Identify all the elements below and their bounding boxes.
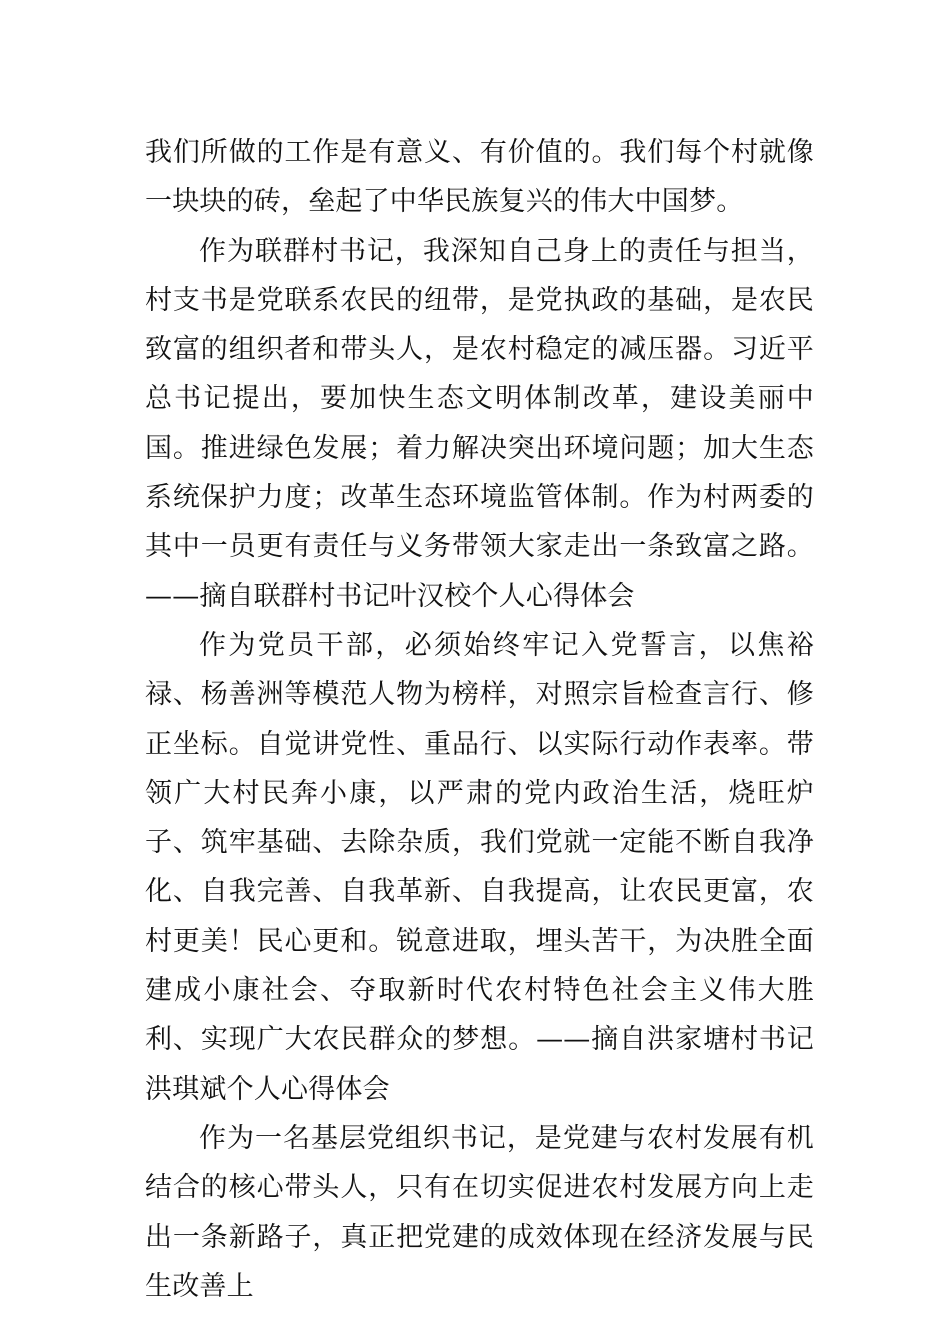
paragraph-3: 作为党员干部，必须始终牢记入党誓言，以焦裕禄、杨善洲等模范人物为榜样，对照宗旨检查言行、修正坐标。自觉讲党性、重品行、以实际行动作表率。带领广大村民奔小康，以严肃的党内政治生活，烧旺炉子、筑牢基础、去除杂质，我们党就一定能不断自我净化、自我完善、自我革新、自我提高，让农民更富，农村更美！民心更和。锐意进取，埋头苦干，为决胜全面建成小康社会、夺取新时代农村特色社会主义伟大胜利、实现广大农民群众的梦想。——摘自洪家塘村书记洪琪斌个人心得体会 bbox=[145, 629, 814, 1105]
paragraph-2: 作为联群村书记，我深知自己身上的责任与担当，村支书是党联系农民的纽带，是党执政的基础，是农民致富的组织者和带头人，是农村稳定的减压器。习近平总书记提出，要加快生态文明体制改革，建设美丽中国。推进绿色发展；着力解决突出环境问题；加大生态系统保护力度；改革生态环境监管体制。作为村两委的其中一员更有责任与义务带领大家走出一条致富之路。——摘自联群村书记叶汉校个人心得体会 bbox=[145, 235, 814, 612]
paragraph-1: 我们所做的工作是有意义、有价值的。我们每个村就像一块块的砖，垒起了中华民族复兴的伟大中国梦。 bbox=[145, 137, 814, 218]
paragraph-4: 作为一名基层党组织书记，是党建与农村发展有机结合的核心带头人，只有在切实促进农村发展方向上走出一条新路子，真正把党建的成效体现在经济发展与民生改善上 bbox=[145, 1122, 814, 1302]
